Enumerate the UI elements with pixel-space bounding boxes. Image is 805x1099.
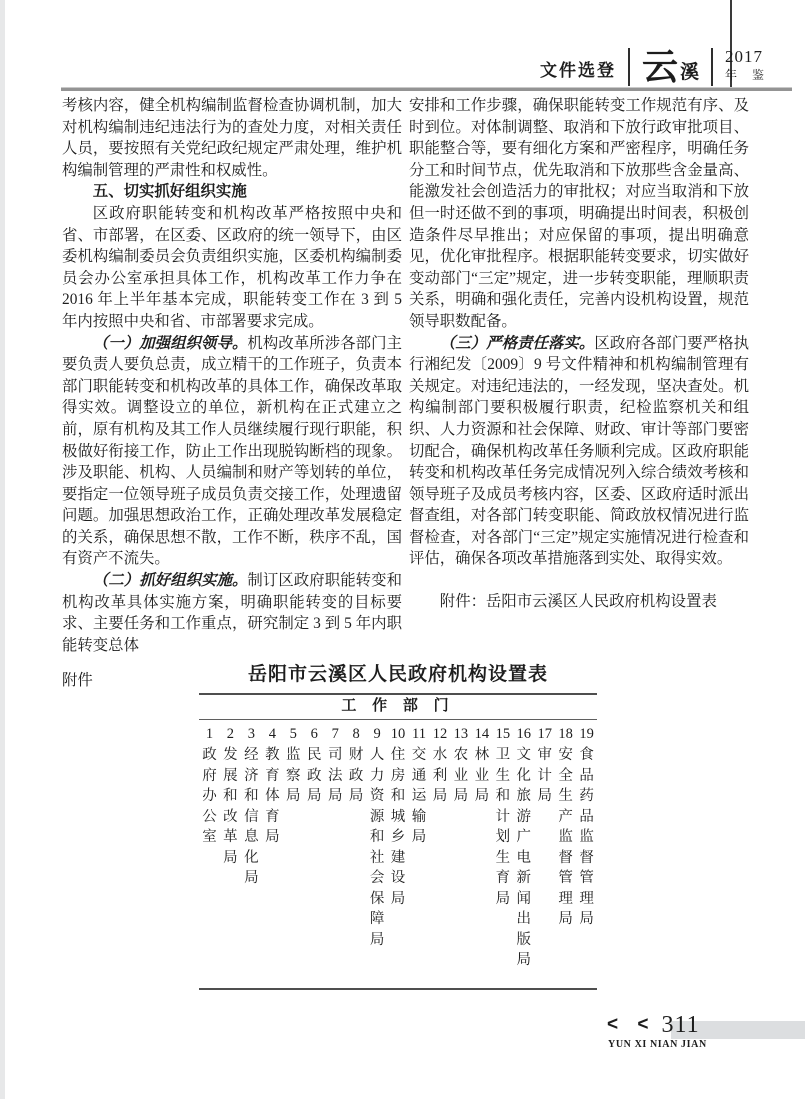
department-number: 9 [373, 726, 381, 742]
department-name: 监 察 局 [286, 747, 301, 804]
table-header-work-departments: 工 作 部 门 [341, 698, 455, 714]
department-column [262, 723, 283, 848]
right-column [409, 95, 749, 613]
department-columns [199, 720, 597, 988]
department-number: 4 [268, 726, 276, 742]
paragraph-body-3: 区政府各部门要严格执行湘纪发〔2009〕9 号文件精神和机构编制管理有关规定。对违纪违法的，一经发现，坚决查处。机构编制部门要积极履行职责，纪检监察机关和组织、人力资源和社会保障、财政、审计等部门要密切配合，确保机构改革任务顺利完成。区政府职能转变和机构改革任务完成情况列入综合绩效考核和领导班子及成员考核内容，区委、区政府适时派出督查组，对各部门转变职能、简政放权情况进行监督检查，对各部门“三定”规定实施情况进行检查和评估，确保各项改革措施落到实处、取得实效。 [409, 334, 749, 568]
department-name: 民 政 局 [306, 747, 322, 804]
department-number: 3 [247, 726, 255, 742]
department-column [492, 723, 513, 909]
paragraph-item-1 [62, 333, 402, 571]
department-name: 农 业 局 [453, 747, 469, 804]
department-column [450, 723, 471, 807]
department-name: 审 计 局 [537, 747, 552, 804]
series-romanized-name: YUN XI NIAN JIAN [608, 1039, 707, 1050]
department-number: 6 [310, 726, 318, 742]
page-number: 311 [661, 1011, 700, 1038]
section-title: 文件选登 [540, 61, 616, 80]
department-column [346, 723, 367, 807]
department-column [471, 723, 492, 807]
department-column [220, 723, 241, 868]
header-divider [628, 48, 630, 86]
department-number: 1 [205, 726, 214, 742]
department-number: 17 [537, 726, 552, 742]
department-column [576, 723, 597, 930]
paragraph-lead-1: （一）加强组织领导。 [92, 334, 248, 352]
department-number: 5 [289, 726, 297, 742]
paragraph-implementation: 区政府职能转变和机构改革严格按照中央和省、市部署，在区委、区政府的统一领导下，由区委机构编制委员会负责组织实施，区委机构编制委员会办公室承担具体工作，机构改革工作力争在 2016 年上半年基本完成，职能转变工作在 3 到 5 年内按照中央和省、市部署要求完成。 [62, 204, 402, 330]
department-number: 15 [495, 726, 511, 742]
year-suffix: 年 鉴 [725, 68, 771, 82]
department-column [534, 723, 555, 807]
header-rule [61, 87, 792, 91]
department-column [241, 723, 262, 889]
department-column [325, 723, 346, 807]
department-column [409, 723, 430, 848]
department-name: 司 法 局 [327, 747, 343, 804]
paragraph-item-2 [62, 570, 402, 656]
back-arrows-icon: < < [607, 1014, 656, 1035]
department-column [429, 723, 450, 807]
department-number: 13 [453, 726, 469, 742]
attachment-label: 附件 [62, 672, 93, 690]
brand-char-large: 云 [642, 47, 679, 87]
department-number: 7 [331, 726, 339, 742]
scan-edge-shadow [0, 0, 5, 1099]
paragraph-body-2: 制订区政府职能转变和机构改革具体实施方案，明确职能转变的目标要求、主要任务和工作重点，研究制定 3 到 5 年内职能转变总体 [62, 572, 402, 654]
paragraph-lead-2: （二）抓好组织实施。 [92, 572, 248, 590]
department-number: 12 [432, 726, 448, 742]
department-number: 14 [474, 726, 490, 742]
department-name: 住 房 和 城 乡 建 设 局 [390, 747, 406, 907]
department-column [304, 723, 325, 807]
department-number: 11 [412, 726, 426, 742]
year-number: 2017 [725, 47, 764, 66]
department-name: 食 品 药 品 监 督 管 理 局 [579, 747, 594, 927]
department-name: 政 府 办 公 室 [202, 747, 217, 845]
running-head [540, 46, 773, 86]
department-number: 10 [390, 726, 406, 742]
table-title: 岳阳市云溪区人民政府机构设置表 [247, 664, 548, 685]
department-column [367, 723, 388, 950]
department-name: 水 利 局 [432, 747, 448, 804]
header-divider [711, 48, 713, 86]
table-bottom-rule [199, 988, 597, 990]
department-column [199, 723, 220, 848]
section-heading-5: 五、切实抓好组织实施 [92, 183, 247, 201]
paragraph-lead-3: （三）严格责任落实。 [439, 334, 595, 352]
department-name: 卫 生 和 计 划 生 育 局 [495, 747, 511, 907]
government-structure-table [199, 663, 597, 990]
department-number: 16 [516, 726, 532, 742]
department-number: 18 [558, 726, 573, 742]
brand-logo [642, 47, 700, 87]
department-column [388, 723, 409, 909]
paragraph-item-3 [409, 333, 749, 571]
department-name: 经 济 和 信 息 化 局 [244, 747, 259, 886]
department-number: 8 [352, 726, 360, 742]
department-name: 林 业 局 [474, 747, 490, 804]
year-block [725, 48, 773, 86]
left-column [62, 95, 402, 692]
department-name: 财 政 局 [348, 747, 364, 804]
department-name: 安 全 生 产 监 督 管 理 局 [558, 747, 573, 927]
paragraph-continuation: 考核内容，健全机构编制监督检查协调机制，加大对机构编制违纪违法行为的查处力度，对相关责任人员，要按照有关党纪政纪规定严肃处理，维护机构编制管理的严肃性和权威性。 [62, 97, 402, 179]
department-number: 19 [579, 726, 594, 742]
department-name: 教 育 体 育 局 [265, 747, 280, 845]
department-name: 发 展 和 改 革 局 [223, 747, 238, 866]
department-number: 2 [226, 726, 235, 742]
attachment-reference: 附件：岳阳市云溪区人民政府机构设置表 [439, 593, 717, 611]
department-column [283, 723, 304, 807]
page-marker [607, 1010, 700, 1040]
department-name: 人 力 资 源 和 社 会 保 障 局 [369, 747, 385, 948]
paragraph-continuation-right: 安排和工作步骤，确保职能转变工作规范有序、及时到位。对体制调整、取消和下放行政审批项目、职能整合等，要有细化方案和严密程序，明确任务分工和时间节点，优先取消和下放那些含金量高、能激发社会创造活力的审批权；对应当取消和下放但一时还做不到的事项，明确提出时间表，积极创造条件尽早推出；对应保留的事项，提出明确意见，优化审批程序。根据职能转变要求，切实做好变动部门“三定”规定，进一步转变职能，理顺职责关系，明确和强化责任，完善内设机构设置，规范领导职数配备。 [409, 97, 749, 330]
department-column [555, 723, 576, 930]
department-column [513, 723, 534, 971]
brand-char-small: 溪 [680, 62, 700, 83]
paragraph-body-1: 机构改革所涉各部门主要负责人要负总责，成立精干的工作班子，负责本部门职能转变和机构改革的具体工作，确保改革取得实效。调整设立的单位，新机构在正式建立之前，原有机构及其工作人员继续履行现行职能，积极做好衔接工作，防止工作出现脱钩断档的现象。涉及职能、机构、人员编制和财产等划转的单位，要指定一位领导班子成员负责交接工作，处理遗留问题。加强思想政治工作，正确处理改革发展稳定的关系，确保思想不散，工作不断，秩序不乱，国有资产不流失。 [62, 334, 402, 568]
department-name: 文 化 旅 游 广 电 新 闻 出 版 局 [516, 747, 532, 968]
department-name: 交 通 运 输 局 [411, 747, 427, 845]
